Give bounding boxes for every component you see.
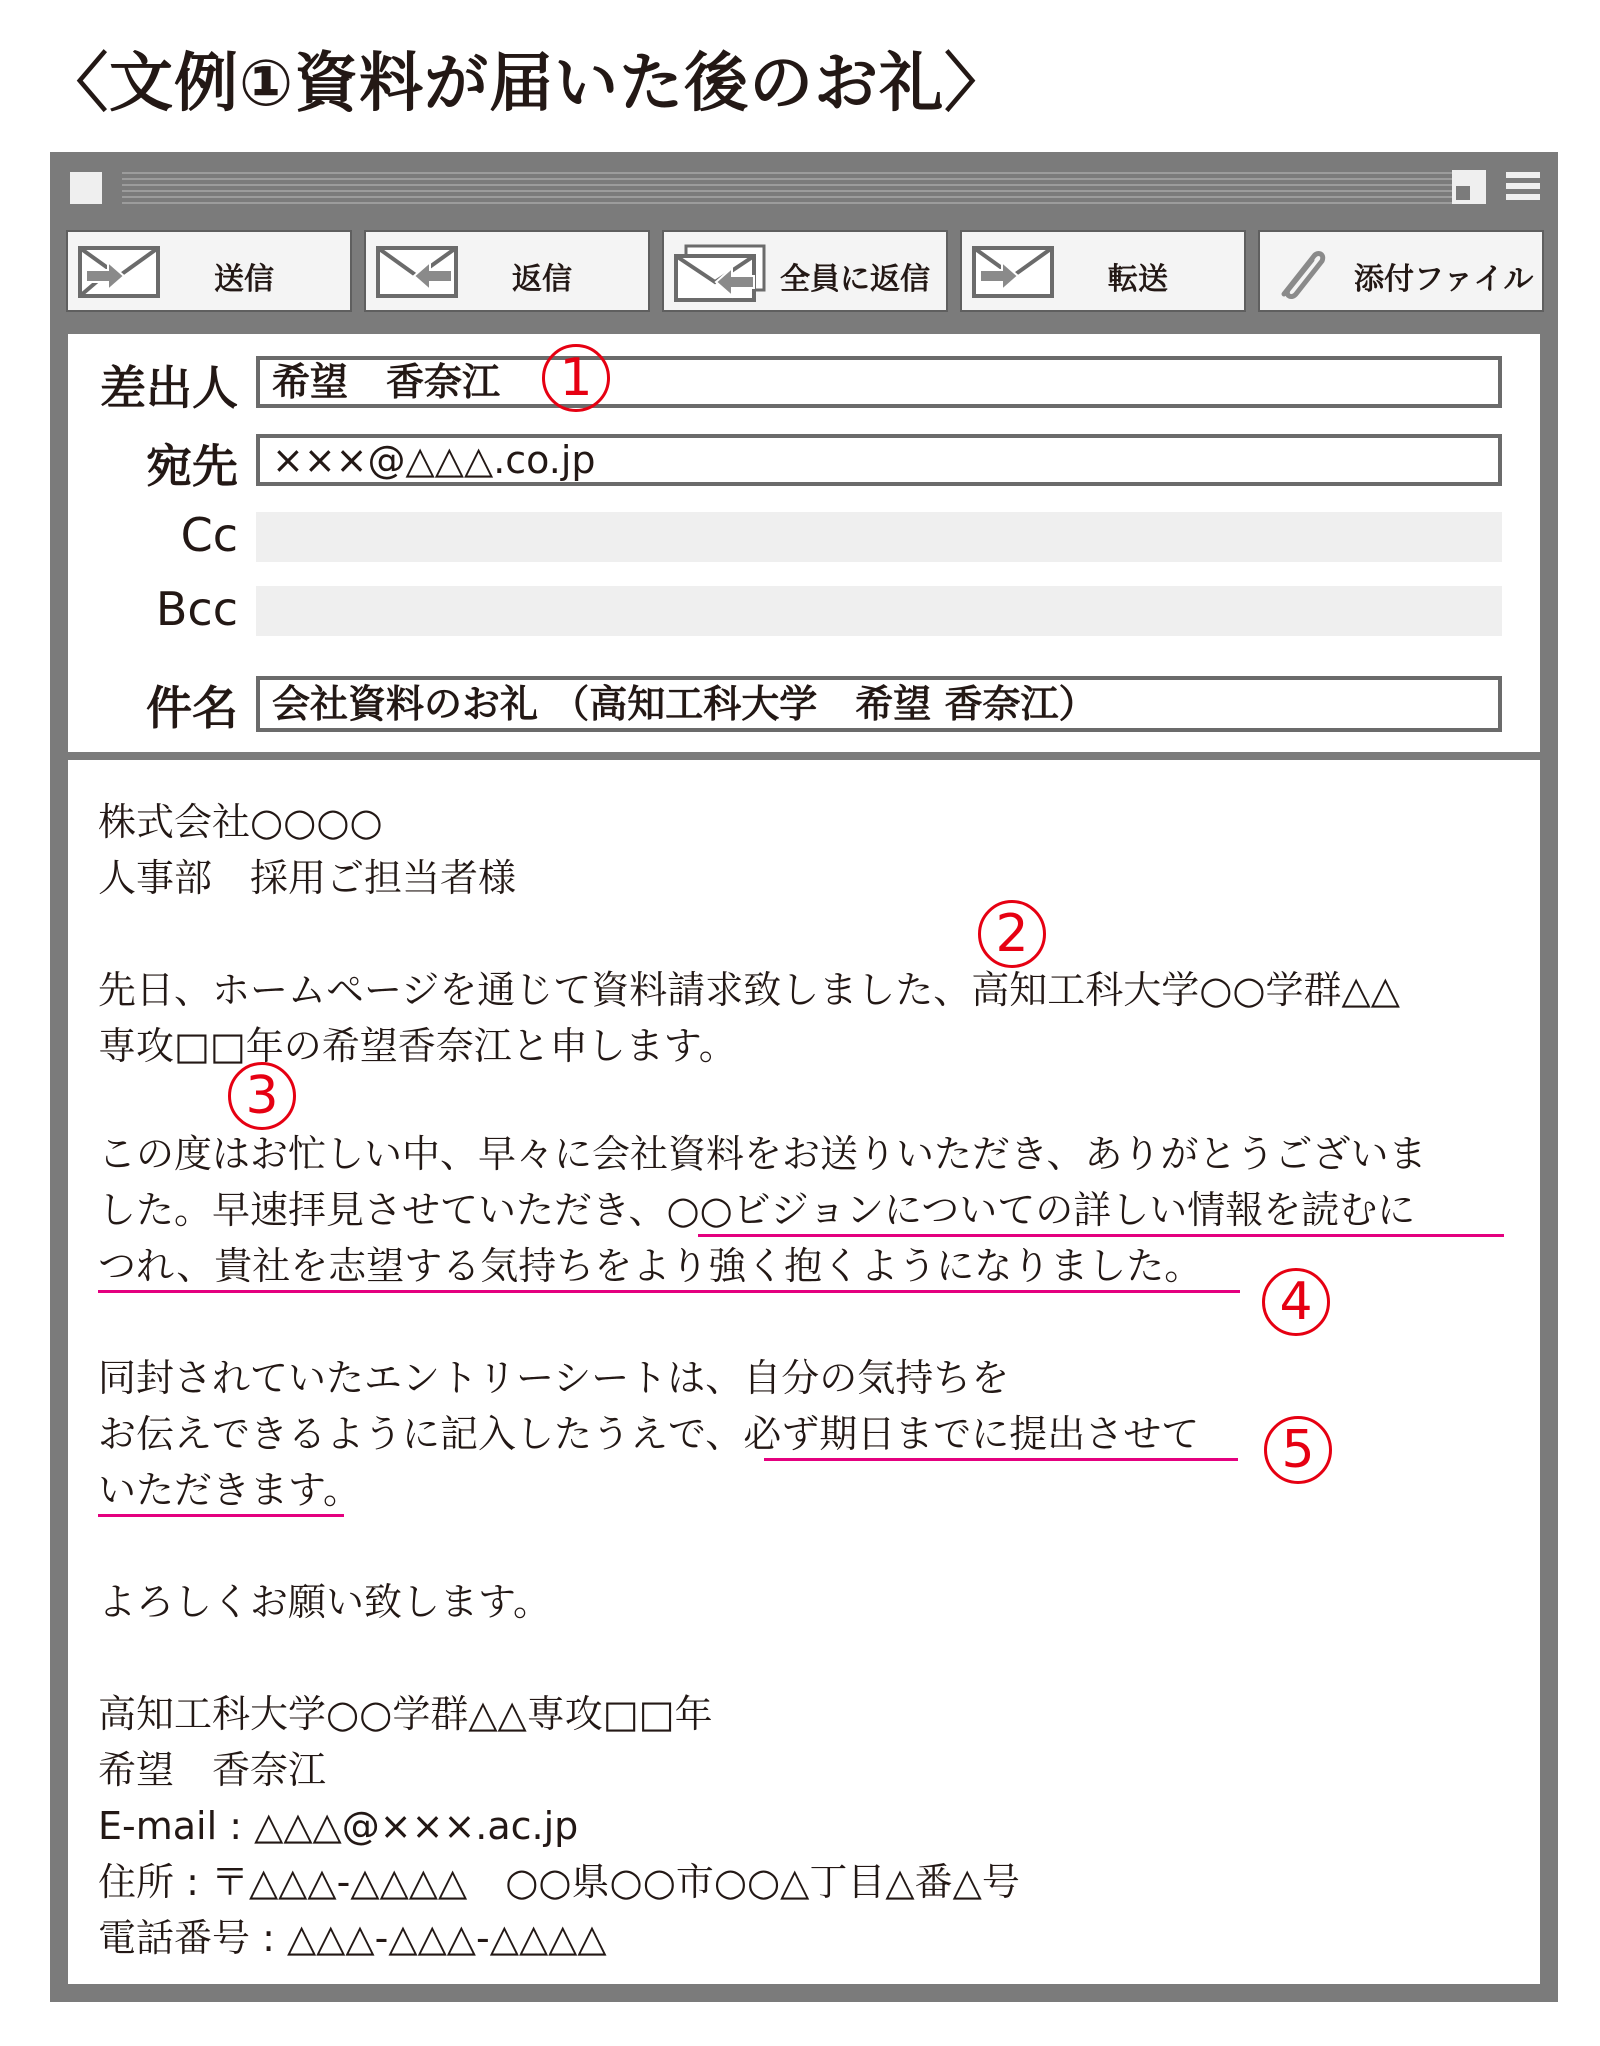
cc-label: Cc [180,508,238,562]
body-line: 同封されていたエントリーシートは、自分の気持ちを [98,1356,1010,1400]
window-menu-icon[interactable] [70,172,102,204]
forward-label: 転送 [1108,262,1168,297]
mail-header-fields [68,334,1540,752]
reply-all-button[interactable] [662,230,948,312]
reply-button[interactable] [364,230,650,312]
highlight-underline [98,1514,344,1517]
paperclip-icon [1270,244,1330,308]
annotation-4: 4 [1262,1268,1330,1336]
bcc-field[interactable] [256,586,1502,636]
to-label: 宛先 [146,439,238,493]
highlight-underline [98,1290,1240,1293]
title-bar [50,152,1558,222]
signature-line: 高知工科大学○○学群△△専攻□□年 [98,1692,713,1736]
from-label: 差出人 [100,361,238,415]
annotation-3: 3 [228,1062,296,1130]
body-line: 株式会社○○○○ [98,800,383,844]
send-icon [78,244,162,304]
body-line: この度はお忙しい中、早々に会社資料をお送りいただき、ありがとうございま [98,1132,1427,1176]
signature-line: 住所 : 〒△△△-△△△△ ○○県○○市○○△丁目△番△号 [98,1860,1020,1904]
highlight-underline [698,1234,1504,1237]
reply-all-label: 全員に返信 [780,262,930,297]
signature-line: 希望 香奈江 [98,1748,327,1792]
from-field[interactable]: 希望 香奈江 [256,356,1502,408]
send-button[interactable] [66,230,352,312]
restore-window-icon[interactable] [1452,170,1486,204]
reply-icon [376,244,460,304]
forward-icon [972,244,1056,304]
to-field[interactable]: ×××@△△△.co.jp [256,434,1502,486]
page-title: 〈文例①資料が届いた後のお礼〉 [44,47,1010,121]
body-line: 人事部 採用ご担当者様 [98,856,517,900]
body-line: 専攻□□年の希望香奈江と申します。 [98,1024,737,1068]
body-line: した。早速拝見させていただき、○○ビジョンについての詳しい情報を読むに [98,1188,1416,1232]
body-line: よろしくお願い致します。 [98,1580,551,1624]
signature-line: 電話番号 : △△△-△△△-△△△△ [98,1916,607,1960]
body-line: 先日、ホームページを通じて資料請求致しました、高知工科大学○○学群△△ [98,968,1401,1012]
forward-button[interactable] [960,230,1246,312]
attach-file-button[interactable] [1258,230,1544,312]
annotation-1: 1 [542,344,610,412]
signature-line: E-mail : △△△@×××.ac.jp [98,1804,579,1848]
send-label: 送信 [214,262,274,297]
body-line: つれ、貴社を志望する気持ちをより強く抱くようになりました。 [98,1244,1203,1288]
subject-label: 件名 [146,681,238,735]
title-bar-grip[interactable] [122,172,1452,204]
body-line: お伝えできるように記入したうえで、必ず期日までに提出させて [98,1412,1200,1456]
reply-all-icon [674,244,768,308]
bcc-label: Bcc [155,582,238,636]
annotation-2: 2 [978,900,1046,968]
mail-window [50,152,1558,2002]
menu-lines-icon[interactable] [1506,172,1540,204]
mail-body[interactable] [68,760,1540,1984]
highlight-underline [764,1458,1238,1461]
reply-label: 返信 [512,262,572,297]
mail-toolbar [66,230,1544,316]
cc-field[interactable] [256,512,1502,562]
subject-field[interactable]: 会社資料のお礼 （高知工科大学 希望 香奈江） [256,676,1502,732]
annotation-5: 5 [1264,1416,1332,1484]
body-line: いただきます。 [98,1468,361,1512]
attach-file-label: 添付ファイル [1354,262,1534,297]
